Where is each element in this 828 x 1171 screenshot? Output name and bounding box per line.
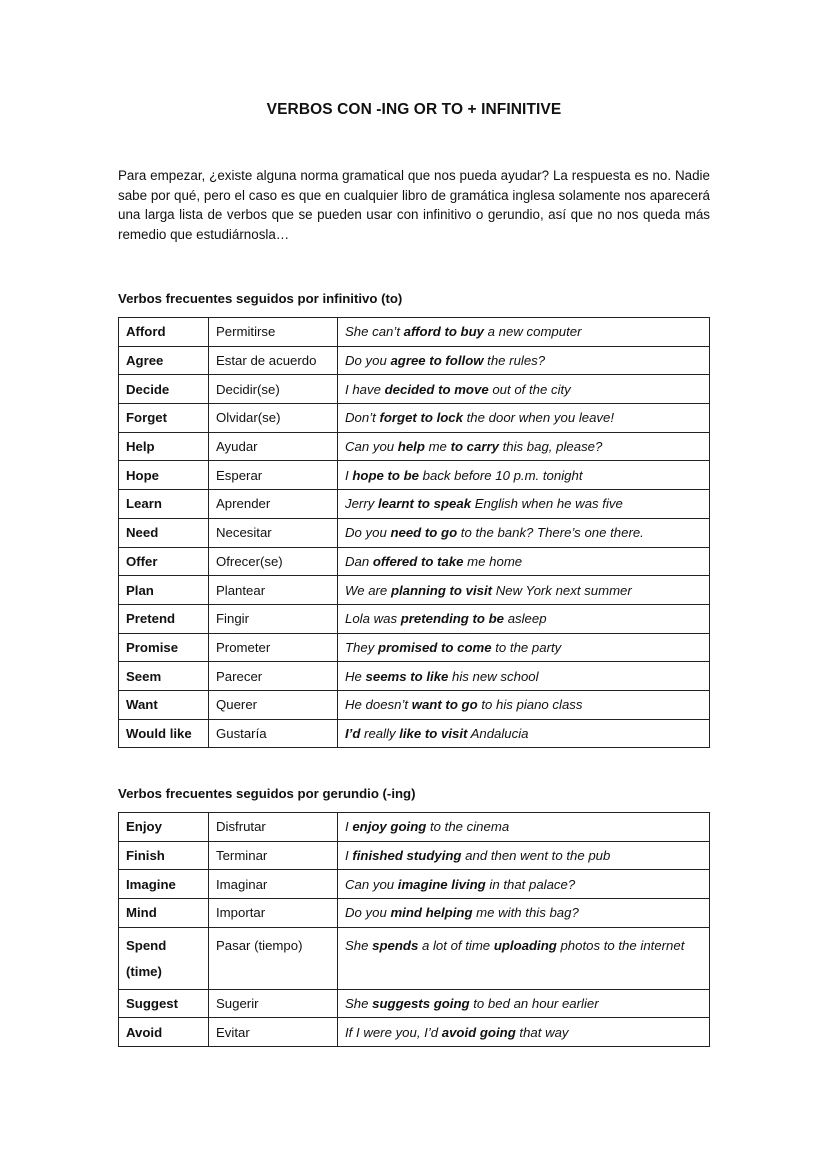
example-verb-highlight: imagine living [397, 876, 486, 892]
example-text: to bed an hour earlier [469, 996, 599, 1012]
example-verb-highlight: I’d [345, 725, 361, 741]
verb-cell: Want [119, 690, 209, 719]
verb-cell: Hope [119, 461, 209, 490]
translation-cell: Permitirse [209, 318, 338, 347]
infinitive-verbs-table [118, 317, 710, 748]
table-row [119, 633, 710, 662]
translation-cell: Olvidar(se) [209, 404, 338, 433]
infinitive-table-body [119, 318, 710, 748]
verb-cell: Would like [119, 719, 209, 748]
gerund-section-heading: Verbos frecuentes seguidos por gerundio (-ing) [118, 786, 416, 801]
example-verb-highlight: agree to follow [390, 353, 484, 369]
example-verb-highlight: decided to move [384, 381, 489, 397]
example-text: the rules? [483, 353, 546, 369]
verb-cell: Need [119, 518, 209, 547]
example-text: to the bank? There’s one there. [457, 525, 644, 541]
example-verb-highlight: planning to visit [390, 582, 493, 598]
example-text: New York next summer [492, 582, 632, 598]
verb-cell: Imagine [119, 870, 209, 899]
table-row [119, 547, 710, 576]
example-cell [338, 899, 710, 928]
example-cell [338, 490, 710, 519]
table-row [119, 576, 710, 605]
table-row [119, 432, 710, 461]
verb-cell: Mind [119, 899, 209, 928]
table-row [119, 1018, 710, 1047]
example-text: Can you [345, 876, 398, 892]
example-cell [338, 662, 710, 691]
example-verb-highlight: offered to take [372, 553, 464, 569]
verb-cell: Avoid [119, 1018, 209, 1047]
example-cell [338, 518, 710, 547]
example-verb-highlight: help [397, 439, 425, 455]
example-text: a new computer [484, 324, 582, 340]
example-text: Do you [345, 353, 391, 369]
example-verb-highlight: to carry [450, 439, 499, 455]
example-cell [338, 927, 710, 989]
example-text: He [345, 668, 366, 684]
example-text: She [345, 996, 373, 1012]
table-row [119, 318, 710, 347]
example-text: Can you [345, 439, 398, 455]
verb-cell: Promise [119, 633, 209, 662]
example-verb-highlight: suggests going [372, 996, 470, 1012]
gerund-table-body [119, 813, 710, 1047]
translation-cell: Necesitar [209, 518, 338, 547]
example-text: me with this bag? [472, 905, 579, 921]
example-text: He doesn’t [345, 697, 412, 713]
table-row [119, 518, 710, 547]
table-row [119, 375, 710, 404]
table-row [119, 927, 710, 989]
example-text: They [345, 639, 378, 655]
example-text: photos to the internet [556, 937, 685, 953]
verb-cell: Afford [119, 318, 209, 347]
example-verb-highlight: uploading [493, 937, 557, 953]
example-verb-highlight: mind helping [390, 905, 473, 921]
example-text: asleep [504, 611, 547, 627]
example-cell [338, 870, 710, 899]
example-cell [338, 690, 710, 719]
example-text: to the cinema [426, 819, 510, 835]
translation-cell: Importar [209, 899, 338, 928]
example-text: me [424, 439, 451, 455]
example-text: She [345, 937, 373, 953]
translation-cell: Disfrutar [209, 813, 338, 842]
verb-cell: Spend (time) [119, 927, 209, 989]
translation-cell: Esperar [209, 461, 338, 490]
example-cell [338, 1018, 710, 1047]
translation-cell: Parecer [209, 662, 338, 691]
example-text: If I were you, I’d [345, 1024, 442, 1040]
example-text: I have [345, 381, 385, 397]
table-row [119, 346, 710, 375]
example-cell [338, 346, 710, 375]
example-verb-highlight: pretending to be [400, 611, 505, 627]
example-text: in that palace? [485, 876, 576, 892]
example-text: to his piano class [477, 697, 583, 713]
example-text: this bag, please? [498, 439, 603, 455]
verb-cell: Learn [119, 490, 209, 519]
example-cell [338, 547, 710, 576]
example-text: Do you [345, 905, 391, 921]
table-row [119, 899, 710, 928]
example-cell [338, 989, 710, 1018]
example-verb-highlight: promised to come [377, 639, 492, 655]
table-row [119, 690, 710, 719]
example-text: back before 10 p.m. tonight [419, 467, 583, 483]
example-verb-highlight: afford to buy [403, 324, 484, 340]
example-text: We are [345, 582, 391, 598]
verb-cell: Agree [119, 346, 209, 375]
translation-cell: Estar de acuerdo [209, 346, 338, 375]
example-verb-highlight: seems to like [365, 668, 449, 684]
example-verb-highlight: forget to lock [379, 410, 463, 426]
verb-cell: Forget [119, 404, 209, 433]
example-text: She can’t [345, 324, 404, 340]
example-verb-highlight: want to go [411, 697, 478, 713]
example-text: to the party [491, 639, 562, 655]
example-text: English when he was five [471, 496, 623, 512]
example-text: really [360, 725, 400, 741]
example-cell [338, 633, 710, 662]
table-row [119, 404, 710, 433]
translation-cell: Aprender [209, 490, 338, 519]
example-text: Andalucia [467, 725, 529, 741]
example-cell [338, 461, 710, 490]
example-text: me home [463, 553, 523, 569]
example-cell [338, 576, 710, 605]
verb-cell: Pretend [119, 604, 209, 633]
example-cell [338, 375, 710, 404]
intro-paragraph: Para empezar, ¿existe alguna norma gramatical que nos pueda ayudar? La respuesta es no. Nadie sabe por qué, pero el caso es que en cualquier libro de gramática inglesa solamente nos aparecerá una larga lista de verbos que se pueden usar con infinitivo o gerundio, así que no nos queda más remedio que estudiárnosla… [118, 168, 710, 242]
example-verb-highlight: hope to be [352, 467, 419, 483]
example-text: Do you [345, 525, 391, 541]
translation-cell: Gustaría [209, 719, 338, 748]
translation-cell: Querer [209, 690, 338, 719]
translation-cell: Sugerir [209, 989, 338, 1018]
example-text: a lot of time [418, 937, 494, 953]
example-text: Lola was [345, 611, 401, 627]
translation-cell: Imaginar [209, 870, 338, 899]
example-text: that way [515, 1024, 569, 1040]
table-row [119, 870, 710, 899]
example-cell [338, 841, 710, 870]
table-row [119, 719, 710, 748]
translation-cell: Terminar [209, 841, 338, 870]
translation-cell: Ayudar [209, 432, 338, 461]
table-row [119, 813, 710, 842]
verb-cell: Suggest [119, 989, 209, 1018]
verb-cell: Seem [119, 662, 209, 691]
example-verb-highlight: spends [372, 937, 419, 953]
example-text: I [345, 819, 353, 835]
example-cell [338, 604, 710, 633]
translation-cell: Decidir(se) [209, 375, 338, 404]
example-text: the door when you leave! [462, 410, 615, 426]
example-cell [338, 813, 710, 842]
example-text: his new school [448, 668, 539, 684]
translation-cell: Fingir [209, 604, 338, 633]
example-verb-highlight: need to go [390, 525, 458, 541]
example-text: out of the city [488, 381, 571, 397]
example-verb-highlight: like to visit [399, 725, 468, 741]
example-text: I [345, 848, 353, 864]
example-cell [338, 719, 710, 748]
page-title: VERBOS CON -ING OR TO + INFINITIVE [266, 101, 562, 118]
example-verb-highlight: avoid going [441, 1024, 516, 1040]
gerund-verbs-table [118, 812, 710, 1047]
example-cell [338, 404, 710, 433]
table-row [119, 841, 710, 870]
verb-cell: Help [119, 432, 209, 461]
infinitive-section-heading: Verbos frecuentes seguidos por infinitivo (to) [118, 291, 403, 306]
example-text: I [345, 467, 353, 483]
example-verb-highlight: enjoy going [352, 819, 427, 835]
example-text: Dan [345, 553, 373, 569]
table-row [119, 662, 710, 691]
verb-cell: Plan [119, 576, 209, 605]
example-text: and then went to the pub [461, 848, 611, 864]
verb-cell: Decide [119, 375, 209, 404]
example-verb-highlight: learnt to speak [377, 496, 472, 512]
table-row [119, 461, 710, 490]
verb-cell: Finish [119, 841, 209, 870]
example-cell [338, 318, 710, 347]
verb-cell: Offer [119, 547, 209, 576]
example-text: Jerry [345, 496, 378, 512]
verb-cell: Enjoy [119, 813, 209, 842]
translation-cell: Plantear [209, 576, 338, 605]
translation-cell: Evitar [209, 1018, 338, 1047]
translation-cell: Pasar (tiempo) [209, 927, 338, 989]
table-row [119, 490, 710, 519]
table-row [119, 604, 710, 633]
example-text: Don’t [345, 410, 380, 426]
example-cell [338, 432, 710, 461]
translation-cell: Ofrecer(se) [209, 547, 338, 576]
translation-cell: Prometer [209, 633, 338, 662]
example-verb-highlight: finished studying [352, 848, 462, 864]
table-row [119, 989, 710, 1018]
